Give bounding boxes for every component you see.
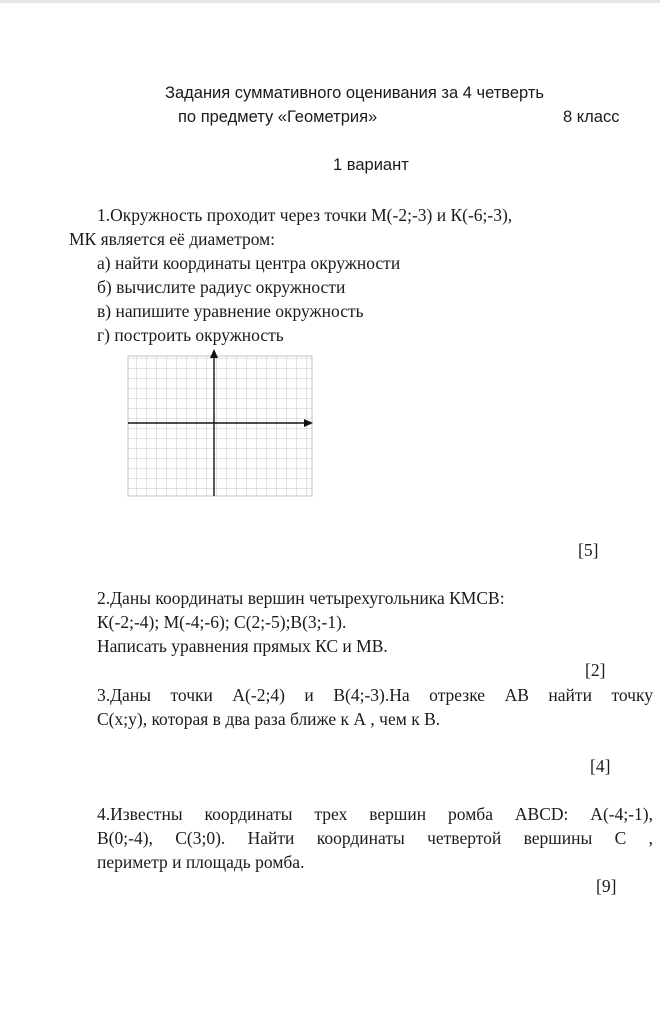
- task-1-score: [5]: [578, 540, 599, 560]
- task-1-subitem-d: г) построить окружность: [97, 325, 284, 345]
- task-1-line-1: 1.Окружность проходит через точки М(-2;-3) и К(-6;-3),: [97, 205, 513, 225]
- task-1-subitem-c: в) напишите уравнение окружность: [97, 301, 364, 321]
- task-1-subitem-b: б) вычислите радиус окружности: [97, 277, 346, 297]
- task-4-line-2: В(0;-4), С(3;0). Найти координаты четвертой вершины С ,: [97, 828, 653, 848]
- task-2-line-1: 2.Даны координаты вершин четырехугольника КМСВ:: [97, 588, 505, 608]
- variant-label: 1 вариант: [333, 156, 409, 174]
- task-4-line-1: 4.Известны координаты трех вершин ромба ABCD: А(-4;-1),: [97, 804, 653, 824]
- coordinate-grid: [126, 348, 316, 505]
- coordinate-grid-svg: [126, 348, 316, 500]
- y-axis-arrow-icon: [210, 349, 218, 358]
- task-1-line-2: МК является её диаметром:: [69, 229, 276, 249]
- title-line-2: по предмету «Геометрия»: [178, 108, 378, 126]
- task-4-score: [9]: [596, 876, 617, 896]
- task-4-line-3: периметр и площадь ромба.: [97, 852, 305, 872]
- top-edge-line: [0, 0, 660, 3]
- task-2-line-2: К(-2;-4); М(-4;-6); С(2;-5);В(3;-1).: [97, 612, 347, 632]
- task-3-score: [4]: [590, 756, 611, 776]
- task-3-line-1: 3.Даны точки А(-2;4) и В(4;-3).На отрезке АВ найти точку: [97, 685, 653, 705]
- grade-label: 8 класс: [563, 108, 620, 126]
- grid-cells: [128, 356, 312, 496]
- task-2-score: [2]: [585, 660, 606, 680]
- task-1-subitem-a: а) найти координаты центра окружности: [97, 253, 401, 273]
- task-2-line-3: Написать уравнения прямых КС и МВ.: [97, 636, 388, 656]
- task-3-line-2: С(х;у), которая в два раза ближе к А , чем к В.: [97, 709, 441, 729]
- title-line-1: Задания суммативного оценивания за 4 четверть: [165, 84, 545, 102]
